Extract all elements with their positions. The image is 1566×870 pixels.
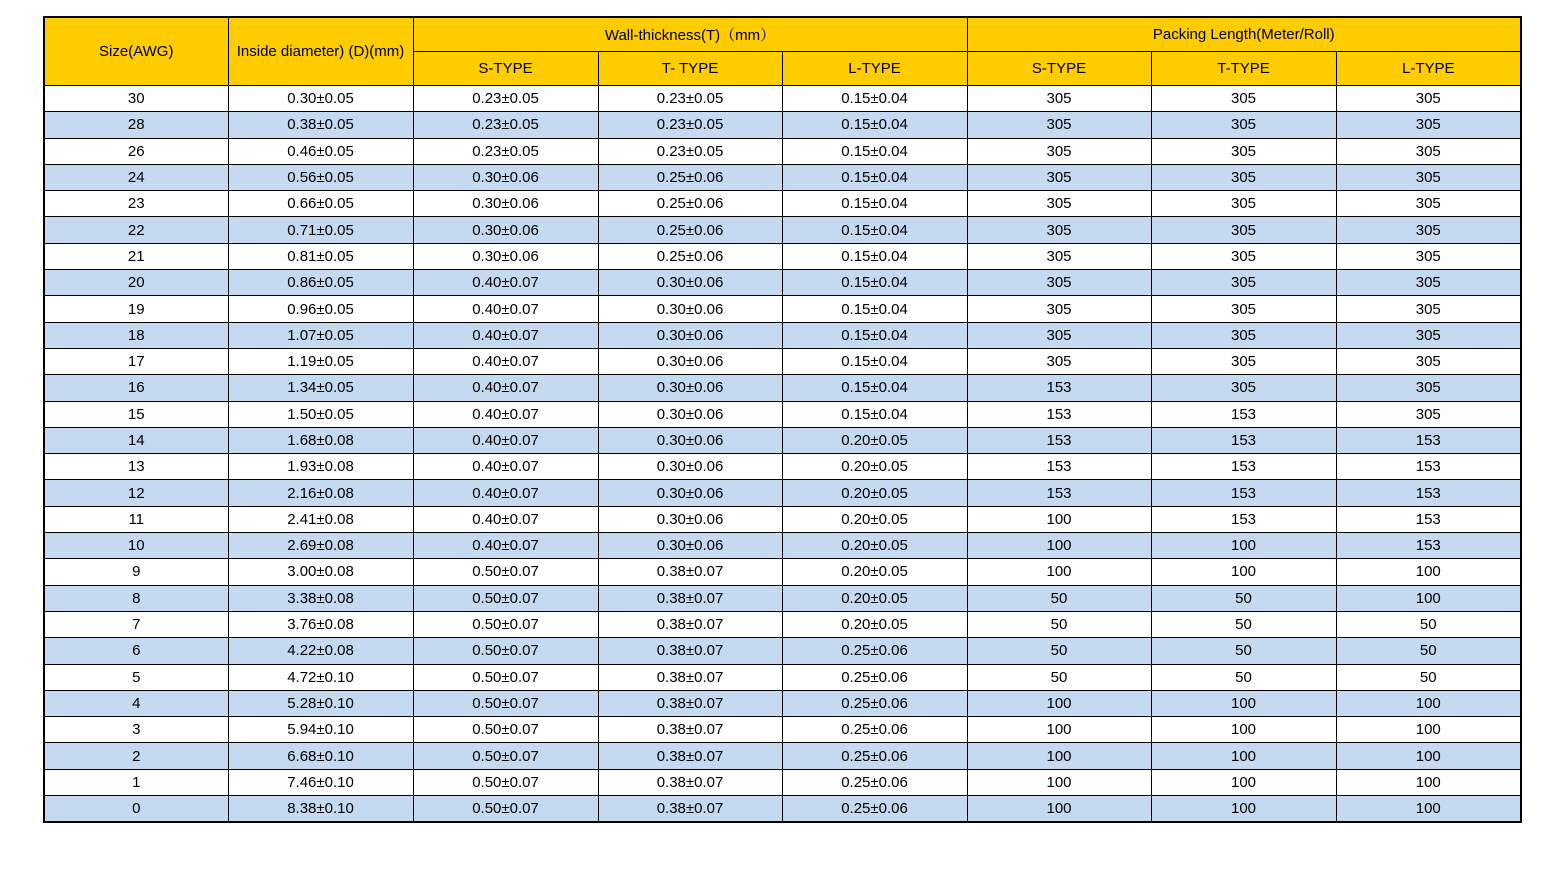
table-row [44,164,1521,190]
wall-l-cell: 0.15±0.04 [782,270,967,296]
pack-t-cell: 305 [1151,270,1336,296]
pack-s-cell: 100 [967,717,1151,743]
pack-l-cell: 305 [1336,322,1521,348]
pack-t-cell: 50 [1151,611,1336,637]
pack-l-cell: 153 [1336,480,1521,506]
pack-l-cell: 305 [1336,164,1521,190]
size-cell: 28 [44,112,228,138]
pack-s-cell: 153 [967,454,1151,480]
pack-l-cell: 305 [1336,191,1521,217]
wall-t-cell: 0.30±0.06 [598,401,782,427]
pack-l-cell: 305 [1336,348,1521,374]
pack-s-cell: 305 [967,191,1151,217]
wall-s-cell: 0.50±0.07 [413,690,598,716]
diameter-cell: 5.94±0.10 [228,717,413,743]
pack-l-cell: 305 [1336,375,1521,401]
wall-l-cell: 0.20±0.05 [782,427,967,453]
diameter-cell: 2.16±0.08 [228,480,413,506]
table-row [44,717,1521,743]
header-wall-thickness: Wall-thickness(T)（mm） [413,17,967,52]
pack-t-cell: 100 [1151,743,1336,769]
pack-s-cell: 305 [967,86,1151,112]
table-row [44,743,1521,769]
wall-t-cell: 0.30±0.06 [598,296,782,322]
pack-l-cell: 50 [1336,611,1521,637]
table-row [44,638,1521,664]
pack-s-cell: 100 [967,796,1151,823]
table-row [44,112,1521,138]
pack-t-cell: 305 [1151,375,1336,401]
pack-s-cell: 305 [967,217,1151,243]
wall-l-cell: 0.15±0.04 [782,191,967,217]
size-cell: 11 [44,506,228,532]
size-cell: 10 [44,533,228,559]
table-row [44,191,1521,217]
diameter-cell: 3.38±0.08 [228,585,413,611]
pack-s-cell: 153 [967,401,1151,427]
pack-l-cell: 100 [1336,585,1521,611]
diameter-cell: 0.81±0.05 [228,243,413,269]
wall-l-cell: 0.25±0.06 [782,796,967,823]
diameter-cell: 2.41±0.08 [228,506,413,532]
pack-s-cell: 305 [967,112,1151,138]
wall-t-cell: 0.30±0.06 [598,533,782,559]
pack-t-cell: 305 [1151,296,1336,322]
wall-s-cell: 0.50±0.07 [413,796,598,823]
diameter-cell: 6.68±0.10 [228,743,413,769]
header-pack-s-type: S-TYPE [967,52,1151,86]
diameter-cell: 3.76±0.08 [228,611,413,637]
pack-t-cell: 305 [1151,191,1336,217]
wall-s-cell: 0.23±0.05 [413,86,598,112]
pack-l-cell: 50 [1336,638,1521,664]
diameter-cell: 1.07±0.05 [228,322,413,348]
wall-l-cell: 0.15±0.04 [782,296,967,322]
size-cell: 15 [44,401,228,427]
diameter-cell: 1.34±0.05 [228,375,413,401]
wall-s-cell: 0.40±0.07 [413,480,598,506]
size-cell: 24 [44,164,228,190]
wall-t-cell: 0.25±0.06 [598,217,782,243]
pack-l-cell: 305 [1336,112,1521,138]
header-wall-l-type: L-TYPE [782,52,967,86]
table-row [44,585,1521,611]
wall-s-cell: 0.30±0.06 [413,217,598,243]
wall-s-cell: 0.50±0.07 [413,664,598,690]
size-cell: 13 [44,454,228,480]
pack-s-cell: 153 [967,375,1151,401]
size-cell: 0 [44,796,228,823]
table-row [44,243,1521,269]
pack-t-cell: 305 [1151,164,1336,190]
table-row [44,533,1521,559]
pack-t-cell: 100 [1151,559,1336,585]
diameter-cell: 0.71±0.05 [228,217,413,243]
wall-s-cell: 0.30±0.06 [413,164,598,190]
pack-t-cell: 100 [1151,533,1336,559]
pack-l-cell: 100 [1336,743,1521,769]
pack-s-cell: 100 [967,769,1151,795]
size-cell: 26 [44,138,228,164]
wall-s-cell: 0.50±0.07 [413,585,598,611]
table-row [44,138,1521,164]
pack-t-cell: 153 [1151,480,1336,506]
diameter-cell: 4.22±0.08 [228,638,413,664]
pack-l-cell: 100 [1336,690,1521,716]
wall-s-cell: 0.40±0.07 [413,348,598,374]
size-cell: 8 [44,585,228,611]
wall-l-cell: 0.15±0.04 [782,164,967,190]
size-cell: 18 [44,322,228,348]
diameter-cell: 0.30±0.05 [228,86,413,112]
wall-l-cell: 0.20±0.05 [782,559,967,585]
wall-t-cell: 0.30±0.06 [598,270,782,296]
pack-s-cell: 305 [967,270,1151,296]
pack-s-cell: 100 [967,559,1151,585]
diameter-cell: 2.69±0.08 [228,533,413,559]
table-row [44,296,1521,322]
wall-l-cell: 0.15±0.04 [782,243,967,269]
header-packing-length: Packing Length(Meter/Roll) [967,17,1521,52]
pack-s-cell: 153 [967,427,1151,453]
pack-t-cell: 305 [1151,86,1336,112]
wall-s-cell: 0.50±0.07 [413,717,598,743]
wall-t-cell: 0.30±0.06 [598,322,782,348]
size-cell: 5 [44,664,228,690]
wall-t-cell: 0.25±0.06 [598,164,782,190]
wall-s-cell: 0.40±0.07 [413,270,598,296]
pack-s-cell: 100 [967,690,1151,716]
pack-s-cell: 100 [967,533,1151,559]
pack-s-cell: 50 [967,585,1151,611]
pack-l-cell: 305 [1336,86,1521,112]
wall-l-cell: 0.25±0.06 [782,743,967,769]
wall-s-cell: 0.40±0.07 [413,322,598,348]
diameter-cell: 8.38±0.10 [228,796,413,823]
wall-l-cell: 0.20±0.05 [782,454,967,480]
table-row [44,664,1521,690]
pack-l-cell: 305 [1336,270,1521,296]
pack-t-cell: 50 [1151,664,1336,690]
diameter-cell: 1.93±0.08 [228,454,413,480]
wall-s-cell: 0.50±0.07 [413,559,598,585]
table-row [44,86,1521,112]
wall-l-cell: 0.25±0.06 [782,690,967,716]
table-row [44,322,1521,348]
size-cell: 23 [44,191,228,217]
wall-s-cell: 0.50±0.07 [413,611,598,637]
table-row [44,375,1521,401]
diameter-cell: 0.86±0.05 [228,270,413,296]
size-cell: 22 [44,217,228,243]
header-diameter: Inside diameter) (D)(mm) [228,17,413,86]
pack-s-cell: 50 [967,611,1151,637]
wall-t-cell: 0.23±0.05 [598,138,782,164]
pack-l-cell: 153 [1336,454,1521,480]
pack-t-cell: 305 [1151,217,1336,243]
pack-t-cell: 305 [1151,322,1336,348]
pack-l-cell: 153 [1336,533,1521,559]
table-row [44,796,1521,823]
pack-t-cell: 153 [1151,454,1336,480]
pack-t-cell: 153 [1151,506,1336,532]
table-row [44,769,1521,795]
pack-l-cell: 100 [1336,717,1521,743]
wall-l-cell: 0.15±0.04 [782,348,967,374]
table-row [44,559,1521,585]
wall-l-cell: 0.15±0.04 [782,375,967,401]
pack-t-cell: 153 [1151,401,1336,427]
wall-t-cell: 0.30±0.06 [598,348,782,374]
wall-t-cell: 0.38±0.07 [598,717,782,743]
pack-l-cell: 50 [1336,664,1521,690]
pack-l-cell: 100 [1336,559,1521,585]
wall-s-cell: 0.23±0.05 [413,112,598,138]
wall-l-cell: 0.25±0.06 [782,638,967,664]
diameter-cell: 0.38±0.05 [228,112,413,138]
header-pack-l-type: L-TYPE [1336,52,1521,86]
table-row [44,506,1521,532]
diameter-cell: 0.56±0.05 [228,164,413,190]
pack-s-cell: 153 [967,480,1151,506]
wall-s-cell: 0.40±0.07 [413,427,598,453]
wall-t-cell: 0.30±0.06 [598,375,782,401]
pack-t-cell: 100 [1151,796,1336,823]
table-row [44,480,1521,506]
size-cell: 2 [44,743,228,769]
pack-s-cell: 305 [967,138,1151,164]
wall-l-cell: 0.15±0.04 [782,401,967,427]
wall-s-cell: 0.40±0.07 [413,533,598,559]
size-cell: 19 [44,296,228,322]
size-cell: 1 [44,769,228,795]
wall-t-cell: 0.38±0.07 [598,664,782,690]
wall-s-cell: 0.30±0.06 [413,191,598,217]
pack-t-cell: 100 [1151,690,1336,716]
diameter-cell: 1.50±0.05 [228,401,413,427]
wall-l-cell: 0.20±0.05 [782,585,967,611]
size-cell: 16 [44,375,228,401]
pack-s-cell: 305 [967,322,1151,348]
wall-s-cell: 0.50±0.07 [413,638,598,664]
pack-l-cell: 305 [1336,401,1521,427]
wall-t-cell: 0.30±0.06 [598,454,782,480]
spec-table [43,16,1522,823]
pack-s-cell: 50 [967,664,1151,690]
table-row [44,427,1521,453]
pack-t-cell: 305 [1151,138,1336,164]
wall-l-cell: 0.25±0.06 [782,717,967,743]
pack-l-cell: 100 [1336,796,1521,823]
wall-t-cell: 0.38±0.07 [598,743,782,769]
wall-t-cell: 0.38±0.07 [598,769,782,795]
wall-s-cell: 0.40±0.07 [413,375,598,401]
table-row [44,217,1521,243]
table-row [44,454,1521,480]
table-body [44,86,1521,823]
size-cell: 17 [44,348,228,374]
wall-t-cell: 0.30±0.06 [598,506,782,532]
wall-t-cell: 0.38±0.07 [598,585,782,611]
diameter-cell: 3.00±0.08 [228,559,413,585]
pack-l-cell: 305 [1336,243,1521,269]
diameter-cell: 1.19±0.05 [228,348,413,374]
size-cell: 12 [44,480,228,506]
header-pack-t-type: T-TYPE [1151,52,1336,86]
wall-t-cell: 0.25±0.06 [598,191,782,217]
table-row [44,401,1521,427]
pack-l-cell: 305 [1336,217,1521,243]
wall-t-cell: 0.23±0.05 [598,112,782,138]
wall-s-cell: 0.23±0.05 [413,138,598,164]
wall-t-cell: 0.38±0.07 [598,690,782,716]
size-cell: 14 [44,427,228,453]
size-cell: 4 [44,690,228,716]
wall-l-cell: 0.25±0.06 [782,664,967,690]
wall-s-cell: 0.40±0.07 [413,454,598,480]
wall-l-cell: 0.25±0.06 [782,769,967,795]
diameter-cell: 0.96±0.05 [228,296,413,322]
wall-t-cell: 0.30±0.06 [598,427,782,453]
diameter-cell: 7.46±0.10 [228,769,413,795]
wall-l-cell: 0.20±0.05 [782,506,967,532]
wall-l-cell: 0.20±0.05 [782,611,967,637]
table-row [44,611,1521,637]
wall-t-cell: 0.38±0.07 [598,638,782,664]
table-row [44,690,1521,716]
pack-l-cell: 305 [1336,296,1521,322]
size-cell: 30 [44,86,228,112]
diameter-cell: 0.46±0.05 [228,138,413,164]
wall-l-cell: 0.15±0.04 [782,322,967,348]
pack-l-cell: 153 [1336,427,1521,453]
wall-l-cell: 0.20±0.05 [782,480,967,506]
pack-s-cell: 305 [967,348,1151,374]
wall-s-cell: 0.30±0.06 [413,243,598,269]
diameter-cell: 4.72±0.10 [228,664,413,690]
wall-t-cell: 0.30±0.06 [598,480,782,506]
diameter-cell: 1.68±0.08 [228,427,413,453]
wall-s-cell: 0.50±0.07 [413,769,598,795]
wall-s-cell: 0.40±0.07 [413,296,598,322]
wall-l-cell: 0.15±0.04 [782,112,967,138]
wall-s-cell: 0.40±0.07 [413,506,598,532]
wall-s-cell: 0.50±0.07 [413,743,598,769]
pack-s-cell: 305 [967,243,1151,269]
wall-t-cell: 0.38±0.07 [598,611,782,637]
pack-t-cell: 153 [1151,427,1336,453]
header-size: Size(AWG) [44,17,228,86]
wall-l-cell: 0.20±0.05 [782,533,967,559]
wall-t-cell: 0.38±0.07 [598,796,782,823]
size-cell: 20 [44,270,228,296]
pack-t-cell: 50 [1151,638,1336,664]
header-wall-t-type: T- TYPE [598,52,782,86]
wall-l-cell: 0.15±0.04 [782,86,967,112]
pack-s-cell: 305 [967,296,1151,322]
header-wall-s-type: S-TYPE [413,52,598,86]
wall-t-cell: 0.38±0.07 [598,559,782,585]
wall-l-cell: 0.15±0.04 [782,138,967,164]
pack-t-cell: 100 [1151,769,1336,795]
pack-t-cell: 305 [1151,112,1336,138]
table-row [44,348,1521,374]
wall-t-cell: 0.23±0.05 [598,86,782,112]
pack-l-cell: 305 [1336,138,1521,164]
pack-t-cell: 100 [1151,717,1336,743]
wall-l-cell: 0.15±0.04 [782,217,967,243]
wall-t-cell: 0.25±0.06 [598,243,782,269]
size-cell: 7 [44,611,228,637]
size-cell: 6 [44,638,228,664]
size-cell: 9 [44,559,228,585]
diameter-cell: 0.66±0.05 [228,191,413,217]
pack-s-cell: 100 [967,743,1151,769]
pack-l-cell: 100 [1336,769,1521,795]
pack-t-cell: 305 [1151,348,1336,374]
pack-t-cell: 50 [1151,585,1336,611]
wall-s-cell: 0.40±0.07 [413,401,598,427]
diameter-cell: 5.28±0.10 [228,690,413,716]
size-cell: 21 [44,243,228,269]
pack-t-cell: 305 [1151,243,1336,269]
size-cell: 3 [44,717,228,743]
pack-s-cell: 100 [967,506,1151,532]
table-header [44,17,1521,86]
pack-s-cell: 305 [967,164,1151,190]
pack-s-cell: 50 [967,638,1151,664]
pack-l-cell: 153 [1336,506,1521,532]
table-row [44,270,1521,296]
